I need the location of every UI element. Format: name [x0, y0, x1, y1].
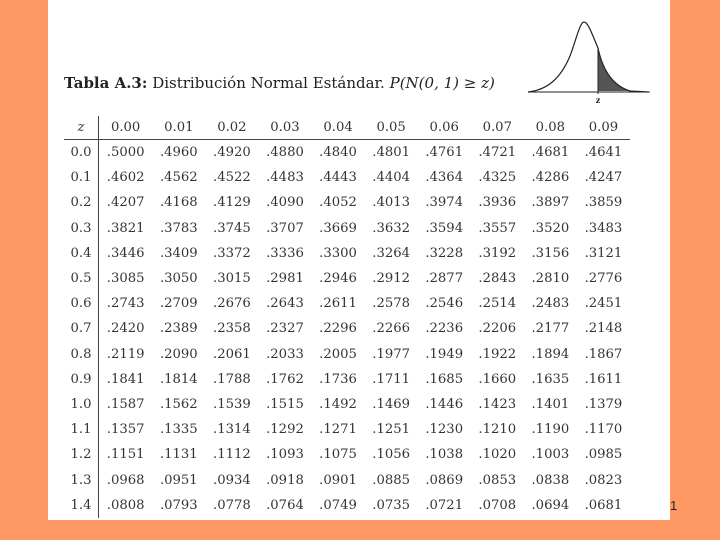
- probability-cell: .1131: [159, 447, 198, 463]
- probability-cell: .1251: [372, 422, 411, 438]
- probability-cell: .1977: [372, 346, 411, 362]
- probability-cell: .2843: [478, 271, 517, 287]
- table-row: [64, 216, 630, 241]
- probability-cell: .0951: [159, 472, 198, 488]
- probability-cell: .3974: [425, 195, 464, 211]
- probability-cell: .1867: [584, 346, 623, 362]
- probability-cell: .0934: [213, 472, 251, 488]
- column-header: 0.01: [152, 116, 205, 140]
- probability-cell: .2206: [478, 321, 517, 337]
- table-title-formula: P(N(0, 1) ≥ z): [389, 74, 495, 92]
- probability-cell: .0793: [159, 497, 198, 513]
- probability-cell: .3228: [425, 245, 464, 261]
- probability-cell: .2148: [584, 321, 623, 337]
- probability-cell: .2236: [425, 321, 464, 337]
- probability-cell: .4247: [584, 170, 623, 186]
- probability-cell: .0901: [319, 472, 357, 488]
- probability-cell: .2981: [266, 271, 304, 287]
- probability-cell: .2296: [319, 321, 357, 337]
- column-header: 0.09: [577, 116, 630, 140]
- probability-cell: .1736: [319, 371, 357, 387]
- probability-cell: .0985: [584, 447, 623, 463]
- table-header-row: [64, 116, 630, 140]
- column-header: 0.05: [365, 116, 418, 140]
- probability-cell: .2327: [266, 321, 304, 337]
- normal-curve-diagram: [526, 14, 652, 106]
- probability-cell: .2514: [478, 296, 517, 312]
- probability-cell: .3085: [106, 271, 145, 287]
- table-title: [64, 74, 495, 92]
- probability-cell: .4721: [478, 145, 517, 161]
- probability-cell: .1788: [213, 371, 251, 387]
- probability-cell: .0918: [266, 472, 304, 488]
- table-row: [64, 190, 630, 215]
- probability-cell: .3936: [478, 195, 517, 211]
- probability-cell: .3669: [319, 220, 357, 236]
- probability-cell: .4522: [213, 170, 251, 186]
- probability-cell: .0681: [584, 497, 623, 513]
- probability-cell: .0735: [372, 497, 411, 513]
- column-header: 0.00: [99, 116, 153, 140]
- probability-cell: .3050: [159, 271, 198, 287]
- probability-cell: .5000: [106, 145, 145, 161]
- probability-cell: .3783: [159, 220, 198, 236]
- probability-cell: .4641: [584, 145, 623, 161]
- probability-cell: .4090: [266, 195, 304, 211]
- probability-cell: .2643: [266, 296, 304, 312]
- probability-cell: .2912: [372, 271, 411, 287]
- probability-cell: .0694: [531, 497, 570, 513]
- probability-cell: .1562: [159, 396, 198, 412]
- probability-cell: .1423: [478, 396, 517, 412]
- probability-cell: .0764: [266, 497, 304, 513]
- probability-cell: .1357: [106, 422, 145, 438]
- probability-cell: .1587: [106, 396, 145, 412]
- probability-cell: .4801: [372, 145, 411, 161]
- column-header: 0.03: [258, 116, 311, 140]
- probability-cell: .4168: [159, 195, 198, 211]
- column-header: 0.02: [205, 116, 258, 140]
- probability-cell: .3821: [106, 220, 145, 236]
- probability-cell: .1003: [531, 447, 570, 463]
- probability-cell: .3372: [213, 245, 251, 261]
- probability-cell: .1314: [213, 422, 251, 438]
- probability-cell: .2946: [319, 271, 357, 287]
- probability-cell: .4443: [319, 170, 357, 186]
- column-header: 0.04: [312, 116, 365, 140]
- probability-cell: .4325: [478, 170, 517, 186]
- table-row: [64, 392, 630, 417]
- table-row: [64, 417, 630, 442]
- probability-cell: .3192: [478, 245, 517, 261]
- table-row: [64, 316, 630, 341]
- probability-cell: .1539: [213, 396, 251, 412]
- probability-cell: .2578: [372, 296, 411, 312]
- probability-cell: .3300: [319, 245, 357, 261]
- probability-cell: .4286: [531, 170, 570, 186]
- table-row: [64, 467, 630, 492]
- probability-cell: .2177: [531, 321, 570, 337]
- probability-cell: .4840: [319, 145, 357, 161]
- probability-cell: .2266: [372, 321, 411, 337]
- column-header: 0.06: [418, 116, 471, 140]
- probability-cell: .1492: [319, 396, 357, 412]
- probability-cell: .1469: [372, 396, 411, 412]
- table-row: [64, 442, 630, 467]
- probability-cell: .4364: [425, 170, 464, 186]
- probability-cell: .1660: [478, 371, 517, 387]
- probability-cell: .4761: [425, 145, 464, 161]
- slide-page: [48, 0, 670, 520]
- probability-cell: .0749: [319, 497, 357, 513]
- probability-cell: .3859: [584, 195, 623, 211]
- probability-cell: .2033: [266, 346, 304, 362]
- row-z-value: 0.7: [64, 316, 99, 341]
- probability-cell: .2358: [213, 321, 251, 337]
- probability-cell: .2546: [425, 296, 464, 312]
- row-z-value: 0.0: [64, 140, 99, 166]
- probability-cell: .4404: [372, 170, 411, 186]
- probability-cell: .4129: [213, 195, 251, 211]
- probability-cell: .2119: [106, 346, 145, 362]
- probability-cell: .3483: [584, 220, 623, 236]
- probability-cell: .1894: [531, 346, 570, 362]
- probability-cell: .0968: [106, 472, 145, 488]
- normal-distribution-table: [64, 116, 630, 518]
- probability-cell: .2810: [531, 271, 570, 287]
- table-row: [64, 266, 630, 291]
- table-body: [64, 140, 630, 518]
- probability-cell: .2676: [213, 296, 251, 312]
- probability-cell: .2483: [531, 296, 570, 312]
- probability-cell: .1841: [106, 371, 145, 387]
- probability-cell: .0838: [531, 472, 570, 488]
- probability-cell: .4920: [213, 145, 251, 161]
- probability-cell: .1922: [478, 346, 517, 362]
- probability-cell: .1515: [266, 396, 304, 412]
- probability-cell: .2877: [425, 271, 464, 287]
- column-header: 0.08: [524, 116, 577, 140]
- probability-cell: .1230: [425, 422, 464, 438]
- probability-cell: .3121: [584, 245, 623, 261]
- probability-cell: .3557: [478, 220, 517, 236]
- row-z-value: 0.4: [64, 241, 99, 266]
- probability-cell: .0778: [213, 497, 251, 513]
- probability-cell: .1292: [266, 422, 304, 438]
- row-z-value: 1.4: [64, 493, 99, 518]
- probability-cell: .1093: [266, 447, 304, 463]
- row-z-value: 0.2: [64, 190, 99, 215]
- probability-cell: .1170: [584, 422, 623, 438]
- table-row: [64, 342, 630, 367]
- probability-cell: .0823: [584, 472, 623, 488]
- probability-cell: .2090: [159, 346, 198, 362]
- probability-cell: .3520: [531, 220, 570, 236]
- probability-cell: .3156: [531, 245, 570, 261]
- probability-cell: .4207: [106, 195, 145, 211]
- probability-cell: .1038: [425, 447, 464, 463]
- row-z-value: 0.1: [64, 165, 99, 190]
- row-z-value: 0.5: [64, 266, 99, 291]
- probability-cell: .2743: [106, 296, 145, 312]
- probability-cell: .2005: [319, 346, 357, 362]
- probability-cell: .1379: [584, 396, 623, 412]
- normal-curve-z-label: z: [595, 95, 601, 105]
- row-z-value: 0.9: [64, 367, 99, 392]
- table-title-text: Distribución Normal Estándar.: [152, 74, 385, 92]
- probability-cell: .1151: [106, 447, 145, 463]
- probability-cell: .4562: [159, 170, 198, 186]
- probability-cell: .1635: [531, 371, 570, 387]
- probability-cell: .3745: [213, 220, 251, 236]
- probability-cell: .2420: [106, 321, 145, 337]
- probability-cell: .3897: [531, 195, 570, 211]
- column-header-z: z: [64, 116, 99, 140]
- table-row: [64, 291, 630, 316]
- row-z-value: 1.2: [64, 442, 99, 467]
- probability-cell: .0721: [425, 497, 464, 513]
- probability-cell: .1056: [372, 447, 411, 463]
- probability-cell: .3594: [425, 220, 464, 236]
- table-row: [64, 493, 630, 518]
- probability-cell: .3446: [106, 245, 145, 261]
- normal-curve-tail-area: [598, 48, 630, 91]
- probability-cell: .2389: [159, 321, 198, 337]
- probability-cell: .1210: [478, 422, 517, 438]
- page-number: 1: [670, 498, 678, 513]
- probability-cell: .0869: [425, 472, 464, 488]
- table-row: [64, 241, 630, 266]
- probability-cell: .1446: [425, 396, 464, 412]
- probability-cell: .2776: [584, 271, 623, 287]
- probability-cell: .0885: [372, 472, 411, 488]
- row-z-value: 0.6: [64, 291, 99, 316]
- probability-cell: .2451: [584, 296, 623, 312]
- probability-cell: .1762: [266, 371, 304, 387]
- row-z-value: 1.0: [64, 392, 99, 417]
- row-z-value: 0.8: [64, 342, 99, 367]
- probability-cell: .4013: [372, 195, 411, 211]
- table-row: [64, 140, 630, 166]
- probability-cell: .0708: [478, 497, 517, 513]
- probability-cell: .3707: [266, 220, 304, 236]
- probability-cell: .3409: [159, 245, 198, 261]
- probability-cell: .0808: [106, 497, 145, 513]
- probability-cell: .4880: [266, 145, 304, 161]
- probability-cell: .2611: [319, 296, 357, 312]
- table-title-label: Tabla A.3:: [64, 74, 148, 92]
- probability-cell: .1401: [531, 396, 570, 412]
- probability-cell: .4681: [531, 145, 570, 161]
- probability-cell: .1075: [319, 447, 357, 463]
- probability-cell: .1814: [159, 371, 198, 387]
- probability-cell: .4052: [319, 195, 357, 211]
- normal-curve-line: [528, 22, 648, 92]
- table-row: [64, 367, 630, 392]
- row-z-value: 1.1: [64, 417, 99, 442]
- probability-cell: .3632: [372, 220, 411, 236]
- probability-cell: .1949: [425, 346, 464, 362]
- probability-cell: .3336: [266, 245, 304, 261]
- probability-cell: .2709: [159, 296, 198, 312]
- probability-cell: .4483: [266, 170, 304, 186]
- probability-cell: .3264: [372, 245, 411, 261]
- probability-cell: .3015: [213, 271, 251, 287]
- probability-cell: .4602: [106, 170, 145, 186]
- probability-cell: .1611: [584, 371, 623, 387]
- probability-cell: .1711: [372, 371, 411, 387]
- probability-cell: .1335: [159, 422, 198, 438]
- probability-cell: .4960: [159, 145, 198, 161]
- probability-cell: .1020: [478, 447, 517, 463]
- probability-cell: .1271: [319, 422, 357, 438]
- column-header: 0.07: [471, 116, 524, 140]
- probability-cell: .0853: [478, 472, 517, 488]
- row-z-value: 0.3: [64, 216, 99, 241]
- row-z-value: 1.3: [64, 467, 99, 492]
- probability-cell: .1112: [213, 447, 251, 463]
- table-row: [64, 165, 630, 190]
- probability-cell: .1685: [425, 371, 464, 387]
- probability-cell: .1190: [531, 422, 570, 438]
- probability-cell: .2061: [213, 346, 251, 362]
